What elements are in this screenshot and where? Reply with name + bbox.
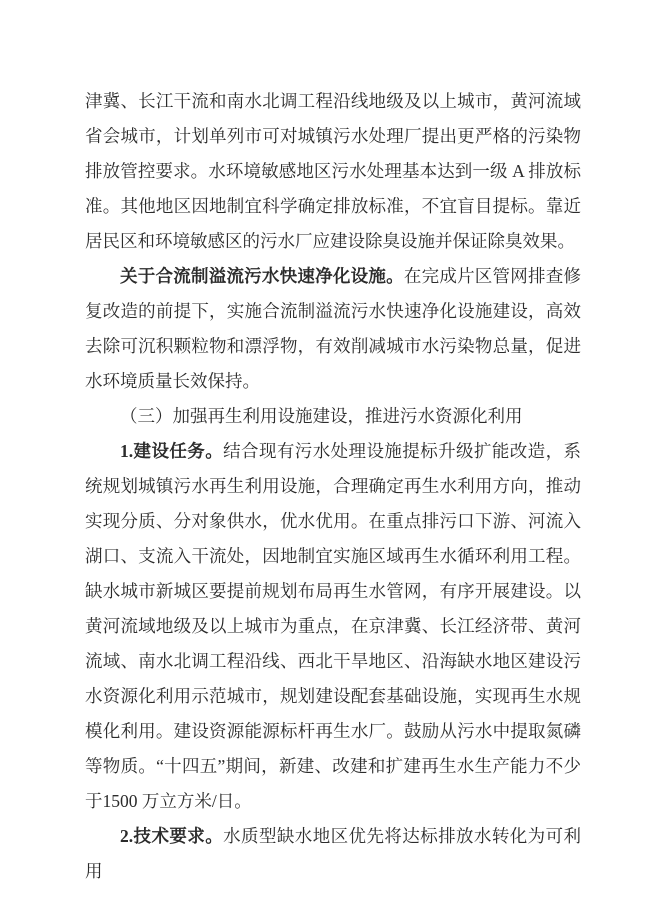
text-segment: （三）加强再生利用设施建设，推进污水资源化利用: [120, 406, 523, 426]
para-technical-requirements: [85, 819, 581, 889]
document-body: [85, 84, 581, 889]
text-segment: 在完成片区管网排查修复改造的前提下，实施合流制溢流污水快速净化设施建设，高效去除可沉积颗粒物和漂浮物，有效削减城市水污染物总量，促进水环境质量长效保持。: [85, 266, 582, 391]
bold-text-segment: 1.建设任务。: [120, 441, 224, 461]
text-segment: 结合现有污水处理设施提标升级扩能改造，系统规划城镇污水再生利用设施，合理确定再生水利用方向，推动实现分质、分对象供水，优水优用。在重点排污口下游、河流入湖口、支流入干流处，因地制宜实施区域再生水循环利用工程。缺水城市新城区要提前规划布局再生水管网，有序开展建设。以黄河流域地级及以上城市为重点，在京津冀、长江经济带、黄河流域、南水北调工程沿线、西北干旱地区、沿海缺水地区建设污水资源化利用示范城市，规划建设配套基础设施，实现再生水规模化利用。建设资源能源标杆再生水厂。鼓励从污水中提取氮磷等物质。“十四五”期间，新建、改建和扩建再生水生产能力不少于1500 万立方米/日。: [85, 441, 582, 811]
para-emission-control-continuation: [85, 84, 581, 259]
para-construction-tasks: [85, 434, 581, 819]
bold-text-segment: 关于合流制溢流污水快速净化设施。: [120, 266, 404, 286]
text-segment: 水质型缺水地区优先将达标排放水转化为可利用: [85, 826, 582, 881]
bold-text-segment: 2.技术要求。: [120, 826, 224, 846]
para-cso-rapid-purification: [85, 259, 581, 399]
text-segment: 津冀、长江干流和南水北调工程沿线地级及以上城市，黄河流域省会城市，计划单列市可对城镇污水处理厂提出更严格的污染物排放管控要求。水环境敏感地区污水处理基本达到一级 A 排放标准。其他地区因地制宜科学确定排放标准，不宜盲目提标。靠近居民区和环境敏感区的污水厂应建设除臭设施并保证除臭效果。: [85, 91, 581, 251]
heading-section-three: [85, 399, 581, 434]
